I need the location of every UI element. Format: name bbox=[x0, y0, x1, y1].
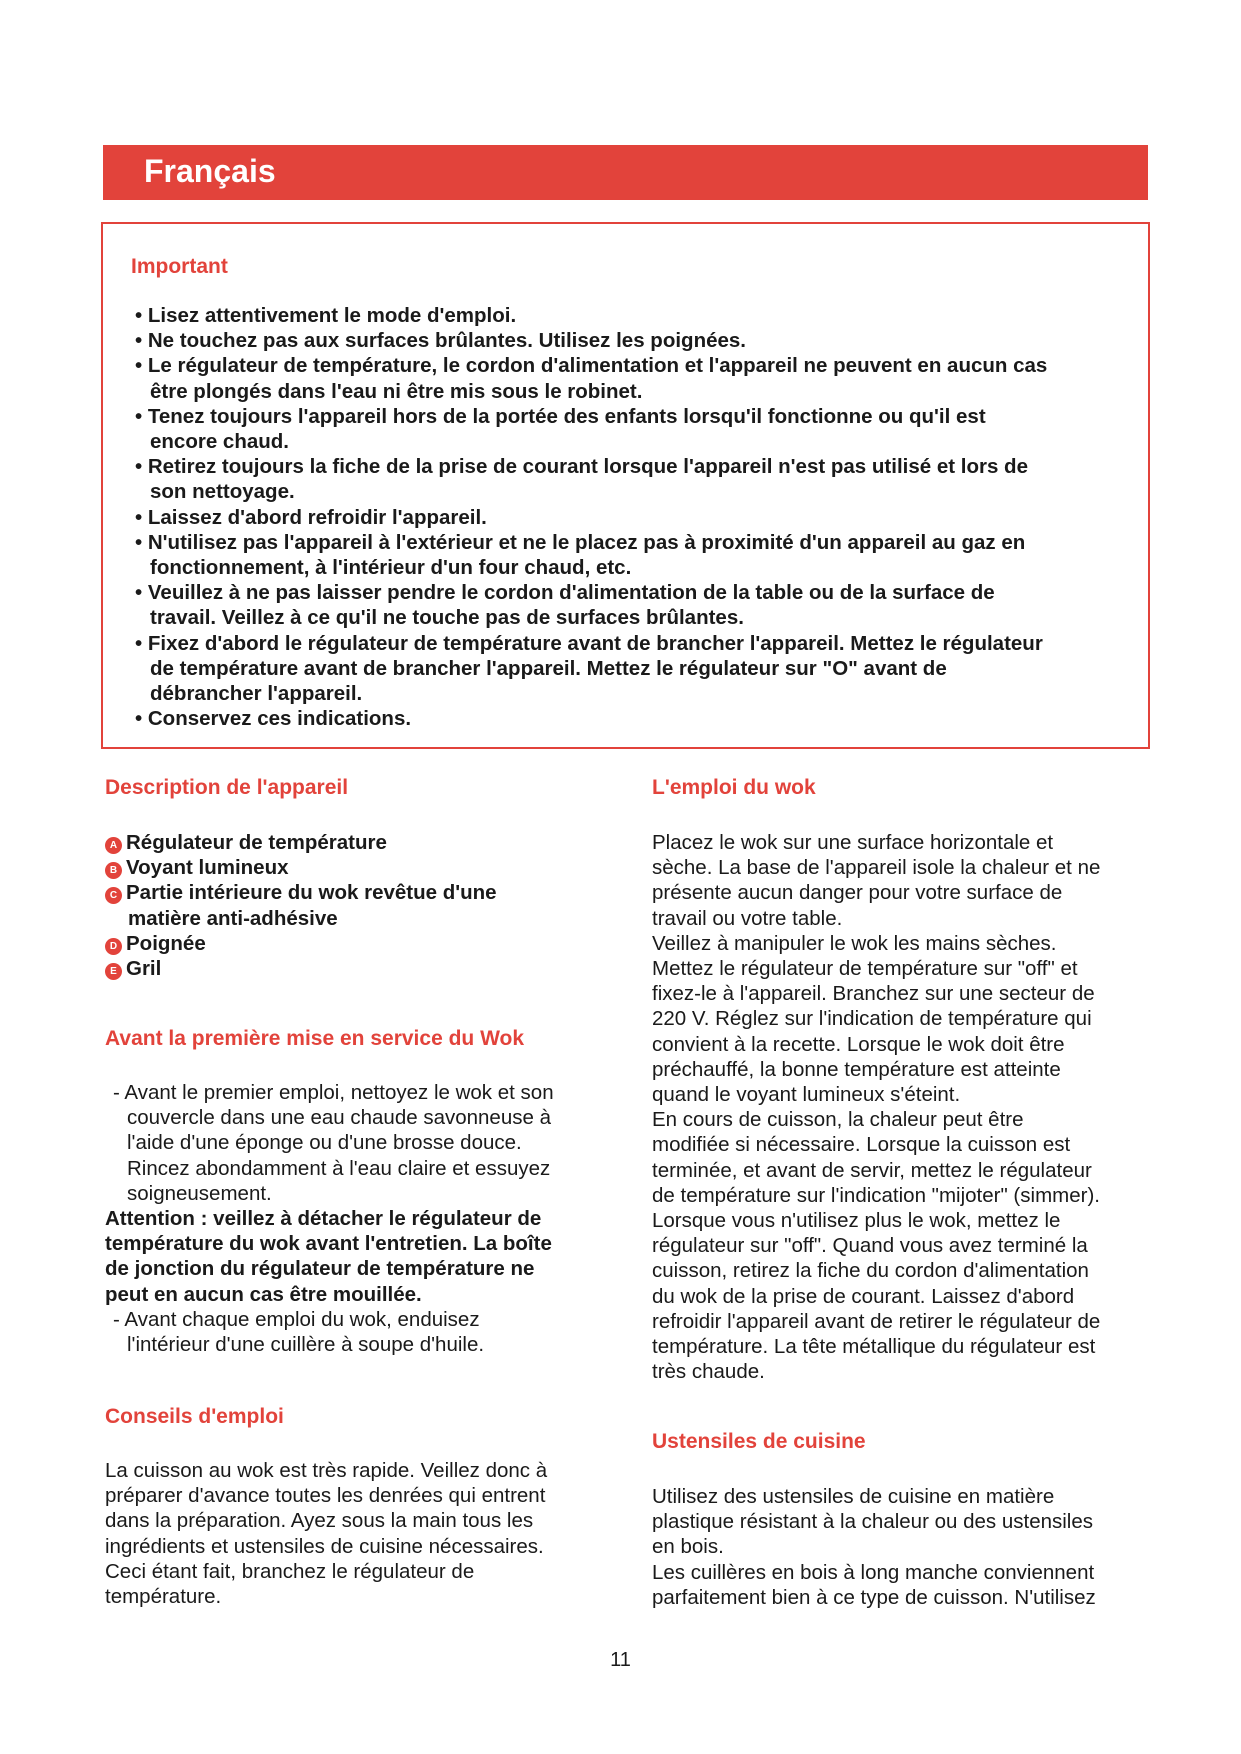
important-item: • Ne touchez pas aux surfaces brûlantes. Utilisez les poignées. bbox=[131, 328, 1141, 353]
important-item: • Veuillez à ne pas laisser pendre le cordon d'alimentation de la table ou de la surface de travail. Veillez à ce qu'il ne touche pas de surfaces brûlantes. bbox=[131, 580, 1141, 630]
letter-d-badge-icon: D bbox=[105, 938, 122, 955]
part-item bbox=[105, 956, 625, 981]
language-banner bbox=[103, 145, 1148, 200]
utensils-text: Utilisez des ustensiles de cuisine en matière plastique résistant à la chaleur ou des ustensiles en bois. Les cuillères en bois à long manche conviennent parfaitement bien à ce type de cuisson. N'utilisez bbox=[652, 1485, 1096, 1609]
part-item bbox=[105, 880, 625, 930]
part-item bbox=[105, 855, 625, 880]
utensils-title: Ustensiles de cuisine bbox=[652, 1430, 866, 1453]
part-label: Partie intérieure du wok revêtue d'une matière anti-adhésive bbox=[126, 881, 497, 930]
important-item: • Le régulateur de température, le cordon d'alimentation et l'appareil ne peuvent en aucun cas être plongés dans l'eau ni être mis sous le robinet. bbox=[131, 353, 1141, 403]
letter-e-badge-icon: E bbox=[105, 963, 122, 980]
important-list bbox=[131, 303, 1141, 731]
part-label: Régulateur de température bbox=[126, 831, 387, 854]
important-item: • Lisez attentivement le mode d'emploi. bbox=[131, 303, 1141, 328]
important-item: • Conservez ces indications. bbox=[131, 706, 1141, 731]
important-item: • Laissez d'abord refroidir l'appareil. bbox=[131, 505, 1141, 530]
letter-c-badge-icon: C bbox=[105, 887, 122, 904]
part-label: Voyant lumineux bbox=[126, 856, 289, 880]
page-number: 11 bbox=[610, 1649, 631, 1671]
important-item: • Retirez toujours la fiche de la prise de courant lorsque l'appareil n'est pas utilisé et lors de son nettoyage. bbox=[131, 454, 1141, 504]
part-item bbox=[105, 830, 625, 855]
parts-list bbox=[105, 830, 625, 981]
description-title: Description de l'appareil bbox=[105, 776, 349, 799]
usage-text: Placez le wok sur une surface horizontale et sèche. La base de l'appareil isole la chaleur et ne présente aucun danger pour votre surface de travail ou votre table. Veillez à manipuler le wok les mains sèches. Mettez le régulateur de température sur "off" et fixez-le à l'appareil. Branchez sur une secteur de 220 V. Réglez sur l'indication de température qui convient à la recette. Lorsque le wok doit être préchauffé, la bonne température est atteinte quand le voyant lumineux s'éteint. En cours de cuisson, la chaleur peut être modifiée si nécessaire. Lorsque la cuisson est terminée, et avant de servir, mettez le régulateur de température sur l'indication "mijoter" (simmer). Lorsque vous n'utilisez plus le wok, mettez le régulateur sur "off". Quand vous avez terminé la cuisson, retirez la fiche du cordon d'alimentation du wok de la prise de courant. Laissez d'abord refroidir l'appareil avant de retirer le régulateur de température. La tête métallique du régulateur est très chaude. bbox=[652, 831, 1101, 1384]
first-use-warning: Attention : veillez à détacher le régulateur de température du wok avant l'entretien. La boîte de jonction du régulateur de température ne peut en aucun cas être mouillée. bbox=[105, 1207, 552, 1306]
part-label: Gril bbox=[126, 957, 162, 981]
letter-a-badge-icon: A bbox=[105, 837, 122, 854]
first-use-title: Avant la première mise en service du Wok bbox=[105, 1027, 525, 1050]
tips-title: Conseils d'emploi bbox=[105, 1405, 284, 1428]
first-use-step-2: - Avant chaque emploi du wok, enduisez l'intérieur d'une cuillère à soupe d'huile. bbox=[113, 1308, 485, 1357]
part-label: Poignée bbox=[126, 931, 206, 955]
part-item bbox=[105, 931, 625, 956]
important-box bbox=[101, 222, 1150, 749]
important-title: Important bbox=[131, 255, 228, 278]
important-item: • N'utilisez pas l'appareil à l'extérieur et ne le placez pas à proximité d'un appareil au gaz en fonctionnement, à l'intérieur d'un four chaud, etc. bbox=[131, 530, 1141, 580]
tips-text: La cuisson au wok est très rapide. Veillez donc à préparer d'avance toutes les denrées qui entrent dans la préparation. Ayez sous la main tous les ingrédients et ustensiles de cuisine nécessaires. Ceci étant fait, branchez le régulateur de température. bbox=[105, 1459, 548, 1609]
important-item: • Fixez d'abord le régulateur de température avant de brancher l'appareil. Mettez le régulateur de température avant de brancher l'appareil. Mettez le régulateur sur "O" avant de débrancher l'appareil. bbox=[131, 631, 1141, 707]
first-use-step-1: - Avant le premier emploi, nettoyez le wok et son couvercle dans une eau chaude savonneuse à l'aide d'une éponge ou d'une brosse douce. Rincez abondamment à l'eau claire et essuyez soigneusement. bbox=[113, 1081, 554, 1205]
important-item: • Tenez toujours l'appareil hors de la portée des enfants lorsqu'il fonctionne ou qu'il est encore chaud. bbox=[131, 404, 1141, 454]
language-title: Français bbox=[144, 153, 276, 189]
usage-title: L'emploi du wok bbox=[652, 776, 816, 799]
letter-b-badge-icon: B bbox=[105, 862, 122, 879]
